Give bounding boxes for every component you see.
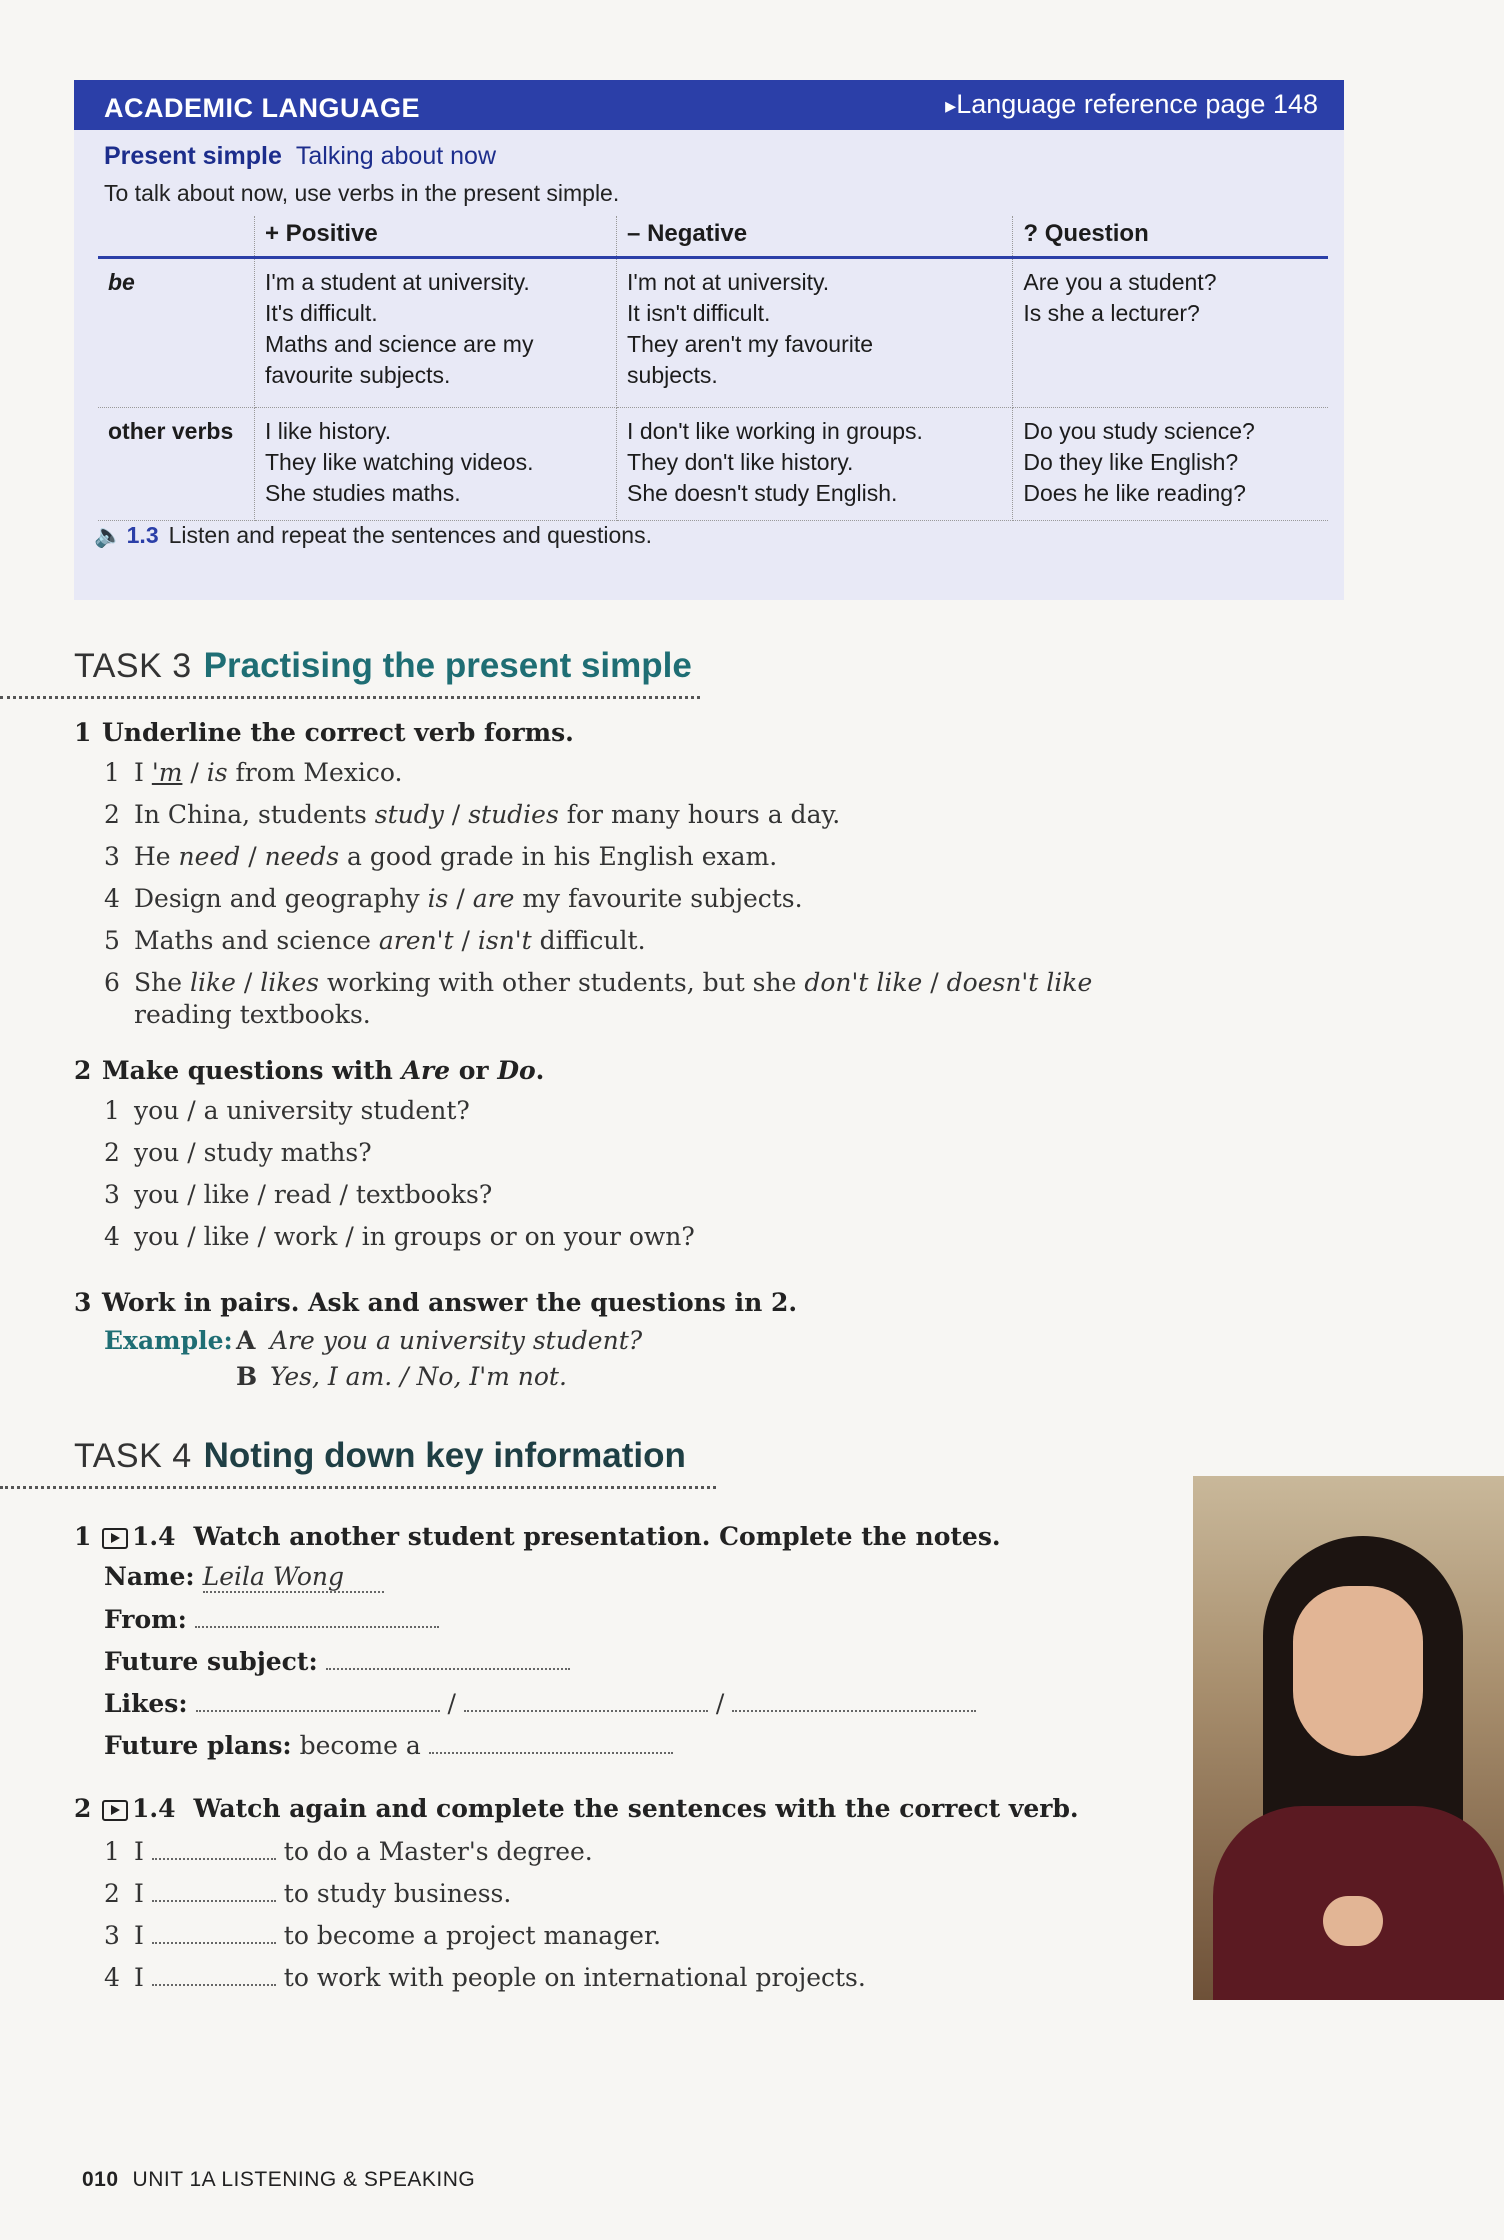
exercise-number: 2 [74, 1056, 92, 1085]
exercise-number: 2 [74, 1794, 92, 1823]
grammar-table-header [98, 216, 1328, 258]
task4-exercise-1-instruction [74, 1522, 1174, 1551]
option-sep: / [922, 968, 947, 997]
list-item [104, 1962, 866, 1992]
item-post: to become a project manager. [283, 1921, 662, 1950]
option-b[interactable]: needs [264, 842, 340, 871]
example-line: They aren't my favourite [627, 331, 874, 357]
item-text: difficult. [531, 926, 646, 955]
example-line: It isn't difficult. [627, 300, 771, 326]
instruction-text: Watch again and complete the sentences with the correct verb. [193, 1794, 1079, 1823]
item-text: Design and geography [134, 884, 428, 913]
item-text: In China, students [134, 800, 375, 829]
item-text: Maths and science [134, 926, 379, 955]
item-number: 3 [104, 842, 120, 871]
item-number: 1 [104, 1096, 120, 1125]
table-row [98, 258, 1328, 408]
instruction-text: Work in pairs. Ask and answer the questions in 2. [102, 1288, 798, 1317]
item-number: 5 [104, 926, 120, 955]
notes-future-subject-row [104, 1646, 570, 1676]
option-a[interactable]: need [178, 842, 241, 871]
example-line: She doesn't study English. [627, 480, 898, 506]
unit-label: UNIT 1A LISTENING & SPEAKING [132, 2168, 476, 2191]
item-pre: I [134, 1921, 144, 1950]
keyword-do: Do [497, 1056, 536, 1085]
future-subject-blank[interactable] [326, 1646, 570, 1670]
row-label: be [98, 258, 255, 408]
item-number: 1 [104, 1837, 120, 1866]
item-post: to work with people on international projects. [283, 1963, 866, 1992]
item-post: to do a Master's degree. [283, 1837, 593, 1866]
task4-heading [74, 1436, 686, 1476]
option-a[interactable]: 'm [151, 758, 183, 787]
item-number: 4 [104, 1222, 120, 1251]
item-text: working with other students, but she [319, 968, 805, 997]
likes-blank[interactable] [464, 1688, 708, 1712]
notes-future-plans-row [104, 1730, 673, 1760]
table-row [98, 408, 1328, 521]
notes-from-row [104, 1604, 439, 1634]
name-value: Leila Wong [203, 1562, 384, 1593]
example-line: Do you study science? [1023, 418, 1255, 444]
topic-title: Present simple [104, 142, 282, 170]
list-item [104, 1138, 372, 1167]
list-item-continuation: reading textbooks. [134, 1000, 371, 1029]
exercise-2-instruction [74, 1056, 1074, 1085]
item-text: He [134, 842, 179, 871]
verb-blank[interactable] [152, 1920, 276, 1944]
from-label: From: [104, 1605, 187, 1634]
task-number: TASK 3 [74, 647, 192, 685]
likes-label: Likes: [104, 1689, 188, 1718]
item-pre: I [134, 1963, 144, 1992]
box-title: ACADEMIC LANGUAGE [104, 93, 420, 123]
speaker-b-text: Yes, I am. / No, I'm not. [270, 1362, 567, 1391]
example-line-b [236, 1362, 567, 1391]
task3-heading [74, 646, 692, 686]
verb-blank[interactable] [152, 1962, 276, 1986]
task-title: Practising the present simple [203, 646, 692, 685]
option-sep: / [443, 800, 469, 829]
item-text: from Mexico. [227, 758, 403, 787]
topic-subtitle: Talking about now [295, 142, 496, 170]
speaker-a-label: A [236, 1326, 256, 1355]
option-sep: / [235, 968, 261, 997]
exercise-number: 1 [74, 1522, 92, 1551]
instruction-part: or [450, 1056, 498, 1085]
item-text: my favourite subjects. [514, 884, 803, 913]
option-d[interactable]: doesn't like [946, 968, 1093, 997]
list-item [104, 884, 803, 913]
name-label: Name: [104, 1562, 195, 1591]
example-line: They like watching videos. [265, 449, 534, 475]
speaker-a-text: Are you a university student? [270, 1326, 643, 1355]
verb-blank[interactable] [152, 1878, 276, 1902]
example-line: Maths and science are my [265, 331, 534, 357]
option-c[interactable]: don't like [804, 968, 923, 997]
list-item [104, 926, 646, 955]
example-line: subjects. [627, 362, 718, 388]
item-text: you / like / work / in groups or on your own? [134, 1222, 695, 1251]
item-number: 2 [104, 1879, 120, 1908]
video-icon[interactable] [102, 1800, 128, 1821]
audio-instruction-text: Listen and repeat the sentences and questions. [168, 522, 652, 548]
task3-divider [0, 696, 700, 699]
cell-question [1013, 408, 1328, 521]
exercise-1-instruction [74, 718, 1074, 747]
option-a[interactable]: is [427, 884, 449, 913]
instruction-text: Underline the correct verb forms. [102, 718, 574, 747]
item-text: for many hours a day. [558, 800, 841, 829]
instruction-text: Watch another student presentation. Complete the notes. [193, 1522, 1001, 1551]
future-plans-label: Future plans: [104, 1731, 292, 1760]
topic-line [104, 142, 496, 171]
header-positive: + Positive [255, 216, 617, 258]
option-b[interactable]: likes [260, 968, 320, 997]
cell-negative [617, 408, 1013, 521]
example-line: Does he like reading? [1023, 480, 1246, 506]
photo-face [1293, 1586, 1423, 1756]
instruction-text [102, 1056, 544, 1085]
video-track-ref[interactable]: 1.4 [132, 1794, 176, 1823]
cell-positive [255, 258, 617, 408]
video-icon[interactable] [102, 1528, 128, 1549]
option-a[interactable]: like [189, 968, 236, 997]
item-number: 6 [104, 968, 120, 997]
item-text: you / like / read / textbooks? [134, 1180, 493, 1209]
example-line: I'm not at university. [627, 269, 830, 295]
item-text: you / a university student? [134, 1096, 470, 1125]
example-line: I like history. [265, 418, 392, 444]
likes-blank[interactable] [732, 1688, 976, 1712]
exercise-number: 3 [74, 1288, 92, 1317]
example-label: Example: [104, 1326, 233, 1355]
page-footer [82, 2168, 475, 2192]
list-item [104, 1920, 661, 1950]
from-blank[interactable] [195, 1604, 439, 1628]
exercise-3-instruction [74, 1288, 1074, 1317]
option-sep: / [453, 926, 478, 955]
page-number: 010 [82, 2168, 119, 2191]
audio-instruction [94, 522, 652, 549]
item-number: 2 [104, 1138, 120, 1167]
option-b[interactable]: are [472, 884, 515, 913]
task4-exercise-2-instruction [74, 1794, 1174, 1823]
row-label: other verbs [98, 408, 255, 521]
item-number: 1 [104, 758, 120, 787]
audio-track-ref[interactable]: 1.3 [126, 522, 159, 548]
option-sep: / [448, 884, 473, 913]
item-text: a good grade in his English exam. [339, 842, 778, 871]
option-sep: / [182, 758, 207, 787]
speaker-b-label: B [236, 1362, 258, 1391]
list-item [104, 758, 402, 787]
header-empty [98, 216, 255, 258]
instruction-part: . [535, 1056, 545, 1085]
grammar-table [98, 216, 1328, 521]
item-number: 4 [104, 884, 120, 913]
language-reference-link[interactable]: ▸ Language reference page 148 [945, 89, 1318, 120]
video-track-ref[interactable]: 1.4 [132, 1522, 176, 1551]
list-item [104, 1180, 492, 1209]
example-line: Do they like English? [1023, 449, 1239, 475]
cell-negative [617, 258, 1013, 408]
item-number: 2 [104, 800, 120, 829]
future-plans-blank[interactable] [429, 1730, 673, 1754]
future-subject-label: Future subject: [104, 1647, 318, 1676]
keyword-are: Are [401, 1056, 451, 1085]
academic-language-box [74, 80, 1344, 600]
cell-positive [255, 408, 617, 521]
header-negative: – Negative [617, 216, 1013, 258]
instruction-part: Make questions with [102, 1056, 402, 1085]
example-line: I'm a student at university. [265, 269, 530, 295]
header-question: ? Question [1013, 216, 1328, 258]
item-pre: I [134, 1837, 144, 1866]
option-b[interactable]: studies [468, 800, 559, 829]
verb-blank[interactable] [152, 1836, 276, 1860]
task-number: TASK 4 [74, 1437, 192, 1475]
example-line: They don't like history. [627, 449, 854, 475]
list-item [104, 1096, 470, 1125]
item-text: She [134, 968, 190, 997]
option-b[interactable]: is [206, 758, 228, 787]
example-line: favourite subjects. [265, 362, 451, 388]
option-sep: / [240, 842, 265, 871]
item-number: 3 [104, 1180, 120, 1209]
example-line: I don't like working in groups. [627, 418, 923, 444]
future-plans-text: become a [299, 1731, 421, 1760]
example-line: It's difficult. [265, 300, 378, 326]
video-icon-wrap[interactable] [102, 1794, 176, 1823]
item-text: you / study maths? [134, 1138, 372, 1167]
option-a[interactable]: study [374, 800, 444, 829]
list-item [104, 968, 1104, 997]
list-item [104, 1836, 593, 1866]
task-title: Noting down key information [203, 1436, 686, 1475]
likes-blank[interactable] [196, 1688, 440, 1712]
item-pre: I [134, 1879, 144, 1908]
example-line-a [104, 1326, 642, 1355]
option-a[interactable]: aren't [378, 926, 454, 955]
list-item [104, 1222, 695, 1251]
item-number: 4 [104, 1963, 120, 1992]
notes-name-row [104, 1562, 384, 1591]
item-post: to study business. [283, 1879, 512, 1908]
notes-likes-row: Likes: / / [104, 1688, 976, 1718]
example-line: Are you a student? [1023, 269, 1217, 295]
student-photo [1193, 1476, 1504, 2000]
task4-divider [0, 1486, 716, 1489]
photo-hand [1323, 1896, 1383, 1946]
list-item [104, 1878, 511, 1908]
option-b[interactable]: isn't [477, 926, 532, 955]
exercise-number: 1 [74, 718, 92, 747]
video-icon-wrap[interactable] [102, 1522, 176, 1551]
list-item [104, 800, 840, 829]
example-line: Is she a lecturer? [1023, 300, 1200, 326]
item-text: I [134, 758, 152, 787]
academic-language-header [74, 80, 1344, 130]
speaker-icon[interactable]: 🔈 [94, 522, 123, 548]
list-item [104, 842, 777, 871]
cell-question [1013, 258, 1328, 408]
example-line: She studies maths. [265, 480, 461, 506]
item-number: 3 [104, 1921, 120, 1950]
topic-intro: To talk about now, use verbs in the present simple. [104, 180, 620, 206]
